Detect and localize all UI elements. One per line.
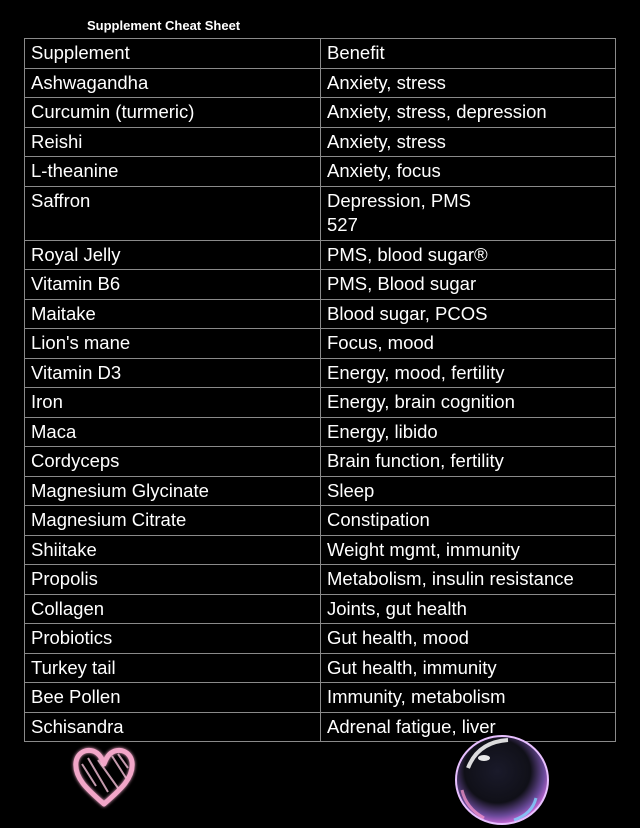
benefit-text: PMS, Blood sugar (327, 273, 477, 294)
table-row (25, 270, 616, 300)
header-benefit: Benefit (321, 39, 616, 68)
table-row (25, 654, 616, 684)
benefit-cell (321, 69, 616, 98)
table-row (25, 241, 616, 271)
table-row (25, 157, 616, 187)
table-row (25, 624, 616, 654)
supplement-table (24, 38, 616, 742)
benefit-cell (321, 329, 616, 358)
supplement-cell: Schisandra (25, 713, 321, 742)
supplement-cell: Maca (25, 418, 321, 447)
benefit-text: Weight mgmt, immunity (327, 538, 520, 560)
benefit-cell (321, 359, 616, 388)
benefit-cell (321, 270, 616, 299)
bubble-sticker-icon (448, 728, 558, 828)
benefit-text: Anxiety, stress, depression (327, 101, 547, 122)
table-header-row (25, 39, 616, 69)
supplement-cell: Bee Pollen (25, 683, 321, 712)
table-row (25, 595, 616, 625)
supplement-cell: Shiitake (25, 536, 321, 565)
benefit-extra-text: 527 (327, 214, 358, 235)
benefit-text: Joints, gut health (327, 597, 467, 619)
benefit-text: Brain function, fertility (327, 450, 504, 471)
supplement-cell: Turkey tail (25, 654, 321, 683)
benefit-text: Energy, libido (327, 420, 438, 442)
supplement-cell: Probiotics (25, 624, 321, 653)
supplement-cell: Cordyceps (25, 447, 321, 476)
benefit-text: Anxiety, focus (327, 160, 441, 181)
table-row (25, 187, 616, 241)
supplement-cell: Reishi (25, 128, 321, 157)
benefit-cell (321, 98, 616, 127)
benefit-cell (321, 506, 616, 535)
table-row (25, 329, 616, 359)
table-row (25, 447, 616, 477)
benefit-text: Adrenal fatigue, liver (327, 715, 496, 737)
benefit-text: Sleep (327, 479, 375, 501)
benefit-text: Blood sugar, PCOS (327, 302, 488, 324)
table-row (25, 536, 616, 566)
benefit-cell (321, 477, 616, 506)
benefit-text: Gut health, mood (327, 627, 469, 648)
table-row (25, 69, 616, 99)
benefit-cell (321, 157, 616, 186)
heart-sticker-icon (68, 742, 140, 810)
supplement-cell: Maitake (25, 300, 321, 329)
benefit-cell (321, 388, 616, 417)
benefit-cell (321, 418, 616, 447)
benefit-cell (321, 654, 616, 683)
table-row (25, 359, 616, 389)
benefit-cell (321, 447, 616, 476)
supplement-cell: L-theanine (25, 157, 321, 186)
benefit-cell (321, 128, 616, 157)
supplement-cell: Curcumin (turmeric) (25, 98, 321, 127)
table-row (25, 128, 616, 158)
benefit-text: Constipation (327, 509, 430, 530)
supplement-cell: Collagen (25, 595, 321, 624)
benefit-cell (321, 683, 616, 712)
supplement-cell: Iron (25, 388, 321, 417)
table-row (25, 506, 616, 536)
benefit-cell (321, 187, 616, 240)
benefit-text: Immunity, metabolism (327, 686, 506, 707)
benefit-text: Metabolism, insulin resistance (327, 568, 574, 589)
table-row (25, 418, 616, 448)
table-row (25, 98, 616, 128)
table-row (25, 477, 616, 507)
benefit-cell (321, 300, 616, 329)
table-row (25, 683, 616, 713)
benefit-text: Gut health, immunity (327, 656, 497, 678)
benefit-text: PMS, blood sugar® (327, 243, 488, 265)
table-row (25, 300, 616, 330)
table-row (25, 388, 616, 418)
benefit-cell (321, 536, 616, 565)
benefit-cell (321, 595, 616, 624)
benefit-text: Energy, mood, fertility (327, 361, 505, 383)
benefit-text: Depression, PMS (327, 189, 471, 211)
benefit-text: Anxiety, stress (327, 130, 446, 152)
supplement-cell: Ashwagandha (25, 69, 321, 98)
supplement-cell: Saffron (25, 187, 321, 240)
supplement-cell: Propolis (25, 565, 321, 594)
page-title: Supplement Cheat Sheet (87, 18, 241, 33)
benefit-cell (321, 624, 616, 653)
supplement-cell: Vitamin B6 (25, 270, 321, 299)
supplement-cell: Magnesium Glycinate (25, 477, 321, 506)
header-supplement: Supplement (25, 39, 321, 68)
benefit-text: Focus, mood (327, 332, 434, 353)
supplement-cell: Magnesium Citrate (25, 506, 321, 535)
benefit-text: Anxiety, stress (327, 71, 446, 93)
benefit-text: Energy, brain cognition (327, 391, 515, 412)
supplement-cell: Lion's mane (25, 329, 321, 358)
benefit-cell (321, 241, 616, 270)
benefit-cell (321, 565, 616, 594)
table-body (25, 69, 616, 743)
table-row (25, 565, 616, 595)
supplement-cell: Royal Jelly (25, 241, 321, 270)
supplement-cell: Vitamin D3 (25, 359, 321, 388)
